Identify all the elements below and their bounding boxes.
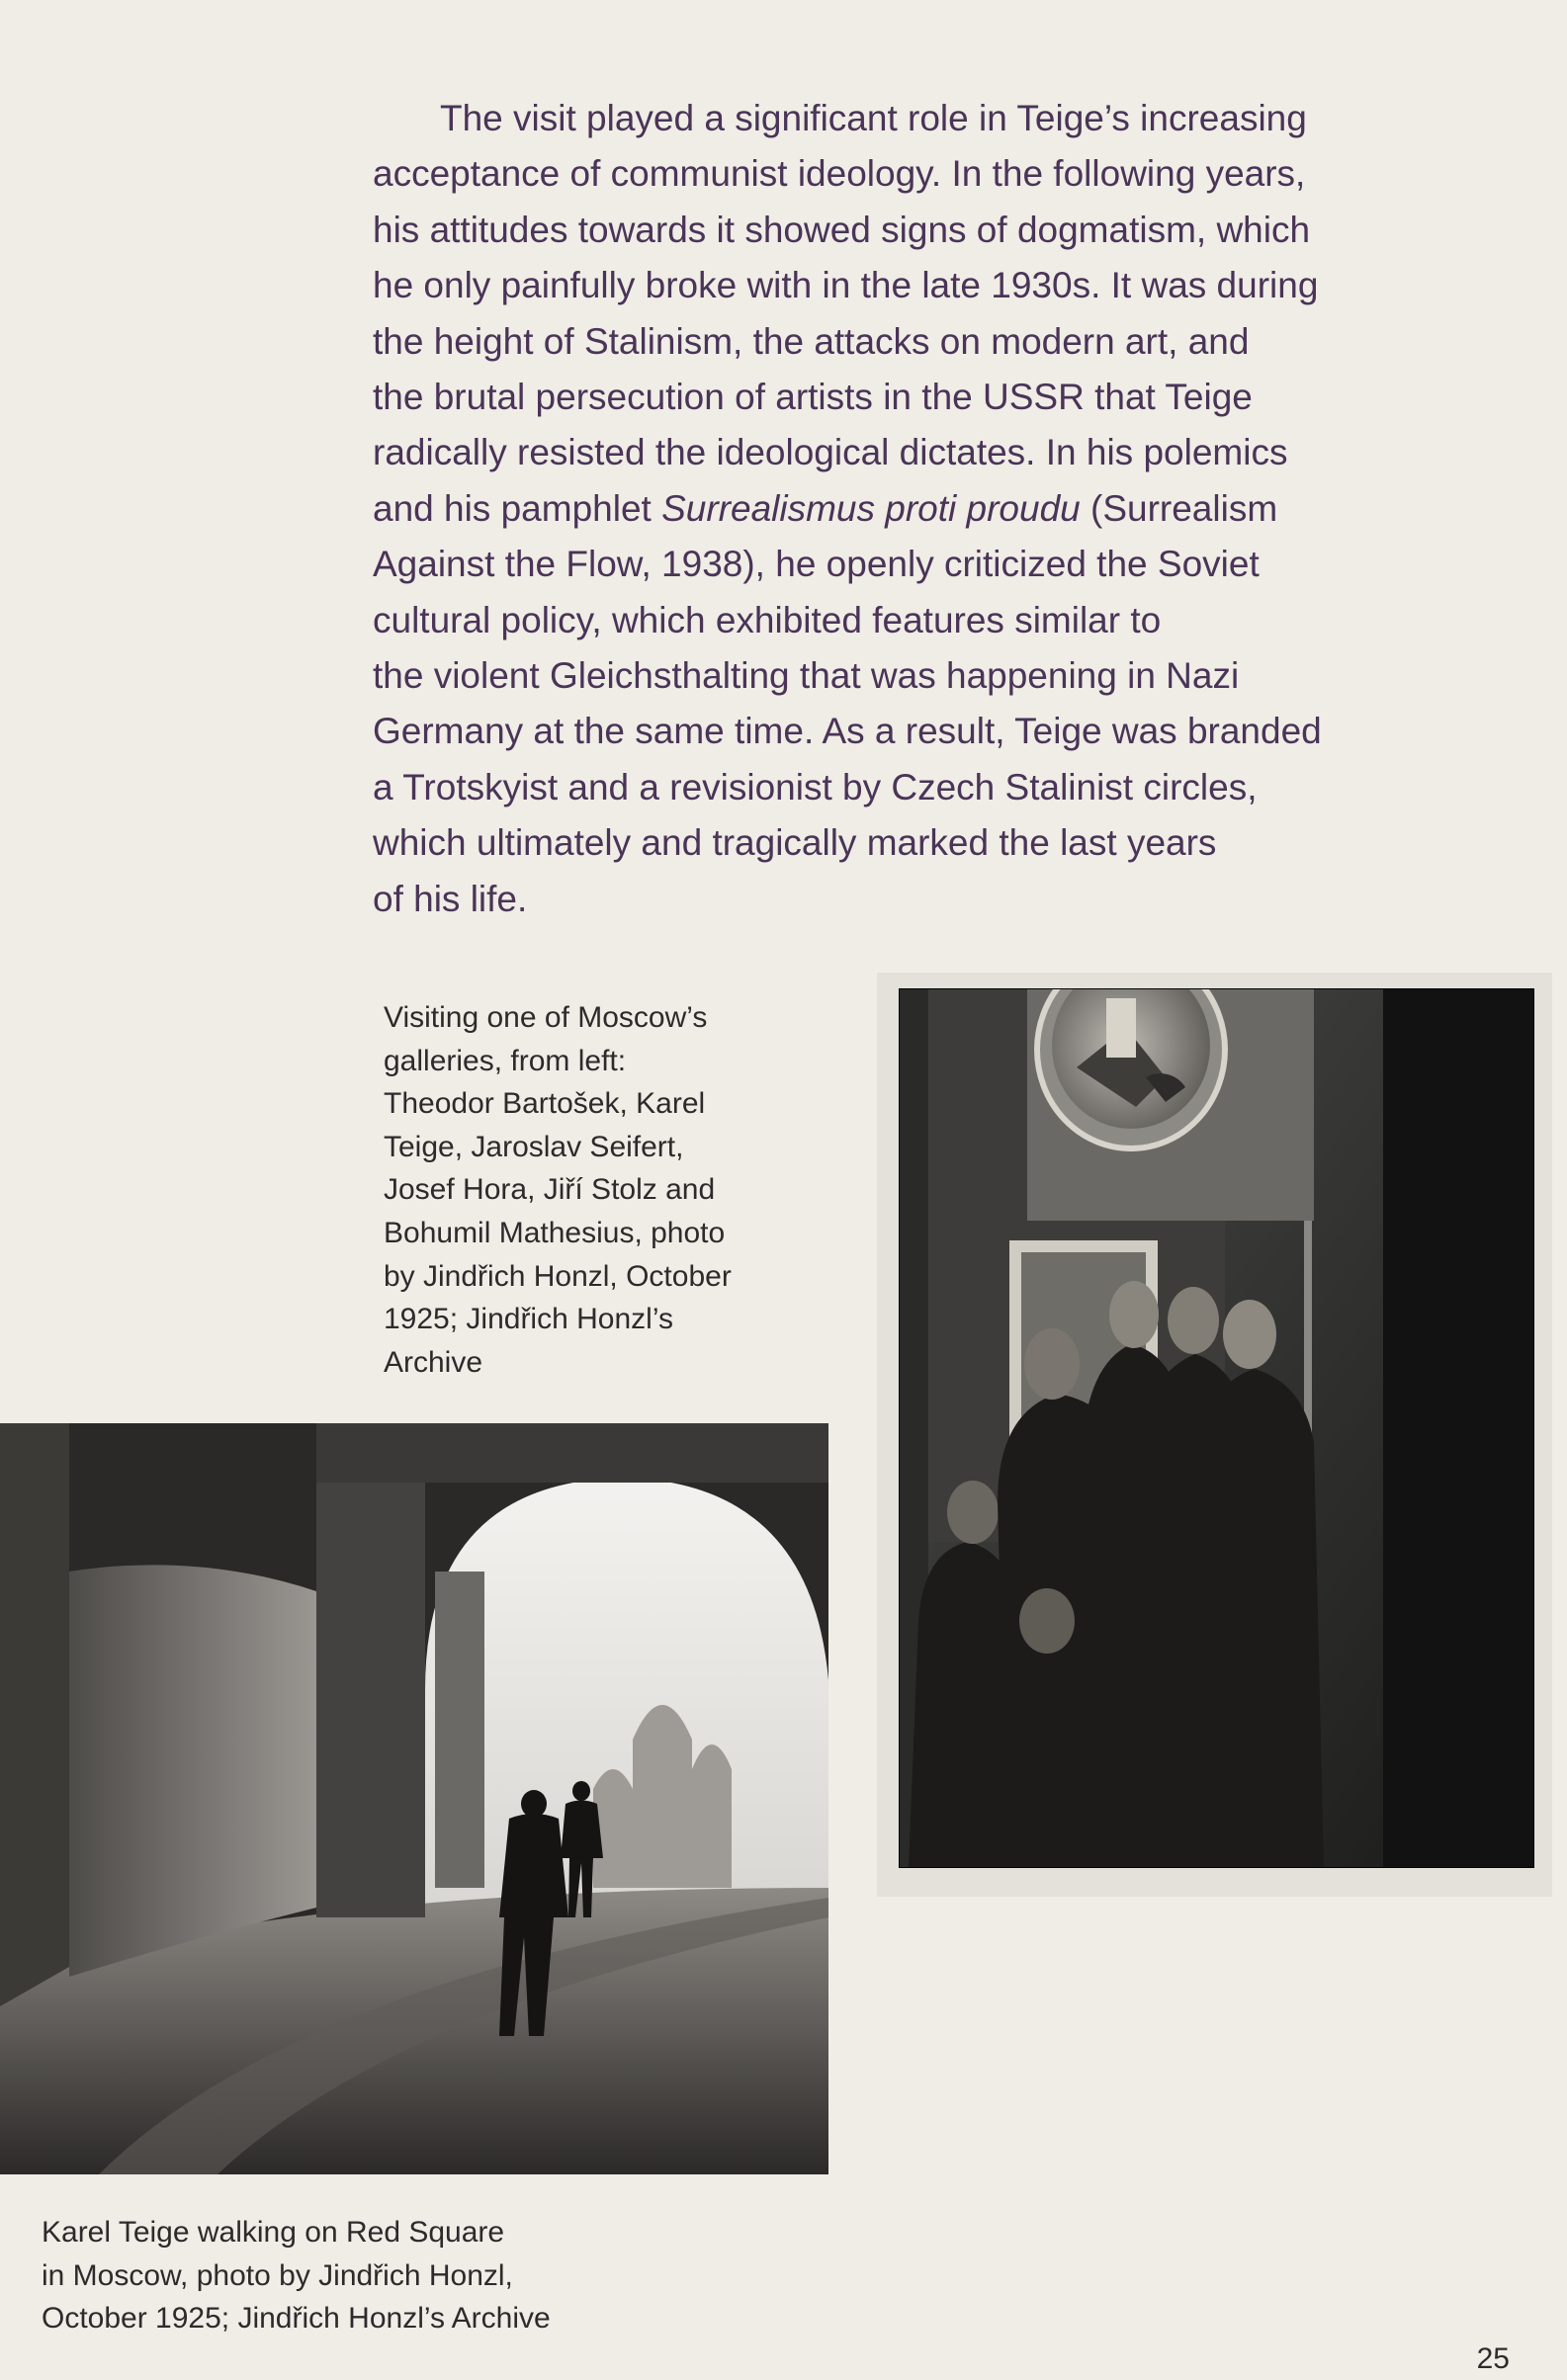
red-square-photo xyxy=(0,1423,828,2174)
caption-line: galleries, from left: xyxy=(384,1044,627,1077)
caption-line: Bohumil Mathesius, photo xyxy=(384,1216,726,1249)
gallery-group-photo xyxy=(877,973,1552,1897)
body-line-part: and his pamphlet xyxy=(373,487,662,529)
gallery-photo-caption xyxy=(384,996,732,1384)
body-line: of his life. xyxy=(373,878,528,919)
body-line xyxy=(373,481,1500,537)
body-line: a Trotskyist and a revisionist by Czech Stalinist circles, xyxy=(373,766,1258,808)
red-square-caption xyxy=(42,2211,551,2340)
caption-line: Teige, Jaroslav Seifert, xyxy=(384,1130,684,1163)
body-line: cultural policy, which exhibited features similar to xyxy=(373,599,1162,640)
body-line: he only painfully broke with in the late 1930s. It was during xyxy=(373,265,1319,306)
pamphlet-title: Surrealismus proti proudu xyxy=(661,487,1081,529)
body-line: which ultimately and tragically marked the last years xyxy=(373,822,1217,864)
caption-line: by Jindřich Honzl, October xyxy=(384,1259,732,1293)
body-line: Against the Flow, 1938), he openly criticized the Soviet xyxy=(373,544,1260,585)
body-line: his attitudes towards it showed signs of dogmatism, which xyxy=(373,209,1311,250)
body-line: acceptance of communist ideology. In the following years, xyxy=(373,153,1306,195)
caption-line: 1925; Jindřich Honzl’s xyxy=(384,1303,673,1336)
body-line: radically resisted the ideological dictates. In his polemics xyxy=(373,432,1288,473)
body-line: the height of Stalinism, the attacks on modern art, and xyxy=(373,320,1250,362)
caption-line: Archive xyxy=(384,1345,483,1379)
body-line-part: (Surrealism xyxy=(1080,487,1278,529)
caption-line: Visiting one of Moscow’s xyxy=(384,1001,708,1034)
caption-line: Karel Teige walking on Red Square xyxy=(42,2216,505,2249)
caption-line: Josef Hora, Jiří Stolz and xyxy=(384,1173,716,1207)
gallery-photo-image xyxy=(899,988,1534,1868)
page-number: 25 xyxy=(1476,2342,1510,2375)
body-line: Germany at the same time. As a result, Teige was branded xyxy=(373,711,1322,752)
red-square-photo-image xyxy=(0,1423,828,2174)
body-line: the brutal persecution of artists in the USSR that Teige xyxy=(373,377,1253,418)
body-paragraph xyxy=(373,91,1500,927)
body-line: The visit played a significant role in Teige’s increasing xyxy=(440,98,1307,138)
caption-line: Theodor Bartošek, Karel xyxy=(384,1087,706,1121)
body-line: the violent Gleichsthalting that was happening in Nazi xyxy=(373,655,1240,697)
caption-line: October 1925; Jindřich Honzl’s Archive xyxy=(42,2302,551,2336)
caption-line: in Moscow, photo by Jindřich Honzl, xyxy=(42,2258,513,2292)
